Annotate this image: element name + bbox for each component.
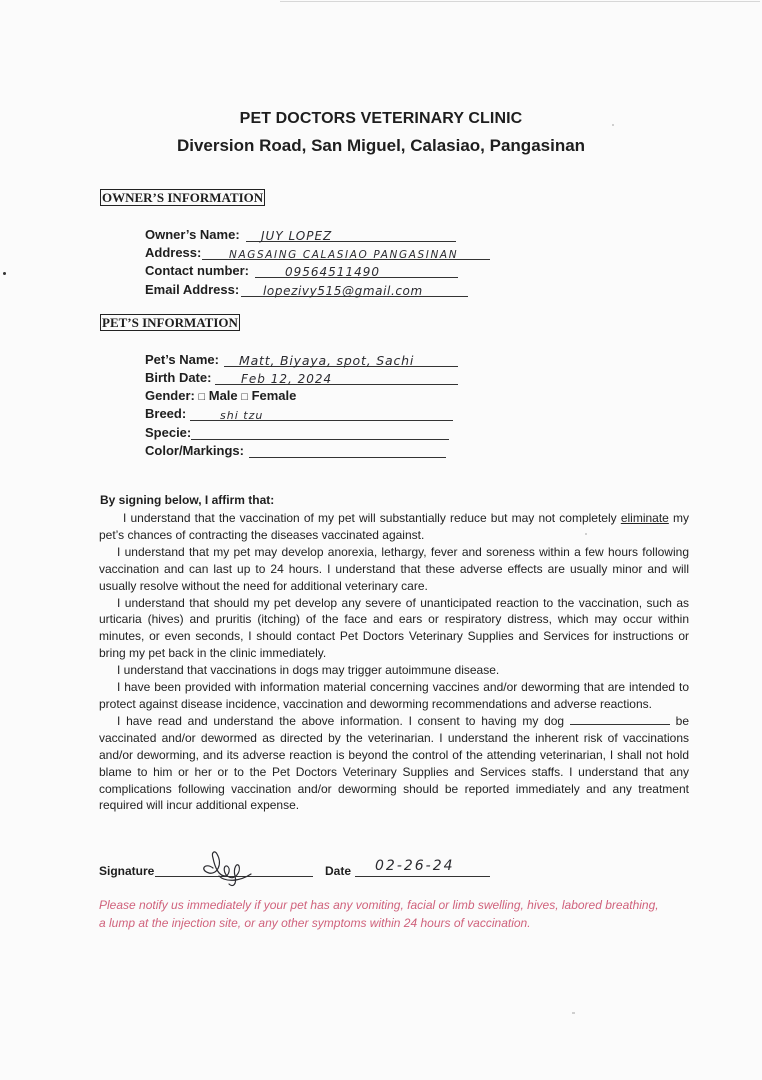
- owner-address-field[interactable]: [145, 245, 495, 263]
- consent-p6-end: be vaccinated and/or dewormed as directed by the veterinarian. I understand the inherent risk of vaccinations and/or deworming, and its adverse reaction is beyond the control of the attending veterinarian, I shall not hold blame to him or her or to the Pet Doctors Veterinary Supplies and Services staffs. I understand that any complications following vaccination and/or deworming should be reported immediately and any treatment required will incur additional expense.: [99, 713, 689, 813]
- clinic-name: PET DOCTORS VETERINARY CLINIC: [239, 110, 523, 127]
- email-address-label: Email Address:: [145, 282, 240, 297]
- consent-paragraph: I understand that vaccinations in dogs may trigger autoimmune disease.: [117, 663, 500, 678]
- male-option-label: Male: [208, 388, 238, 403]
- owner-name-field[interactable]: [145, 227, 465, 245]
- consent-statements: [99, 510, 689, 814]
- pet-name-label: Pet’s Name:: [145, 352, 219, 367]
- birth-date-label: Birth Date:: [145, 370, 212, 385]
- consent-p6-start: I have read and understand the above information. I consent to having my dog: [117, 713, 565, 728]
- breed-label: Breed:: [145, 406, 187, 421]
- scan-edge-line: [280, 1, 760, 2]
- gender-field: [145, 388, 296, 403]
- email-address-field[interactable]: [145, 282, 475, 300]
- vaccination-notice: Please notify us immediately if your pet has any vomiting, facial or limb swelling, hives, labored breathing, a lump at the injection site, or any other symptoms within 24 hours of vaccination.: [99, 898, 659, 930]
- signature-label: Signature: [99, 864, 155, 878]
- pet-name-field[interactable]: [145, 352, 465, 370]
- breed-field[interactable]: [145, 406, 465, 424]
- female-option-label: Female: [251, 388, 297, 403]
- consent-p1-underlined: eliminate: [620, 511, 669, 525]
- contact-number-value: 09564511490: [285, 265, 380, 279]
- breed-value: shi tzu: [220, 409, 264, 422]
- consent-paragraph: [99, 713, 689, 814]
- pet-info-heading: PET’S INFORMATION: [102, 315, 238, 330]
- contact-number-label: Contact number:: [145, 263, 249, 278]
- consent-paragraph: I have been provided with information material concerning vaccines and/or deworming that are intended to protect against disease incidence, vaccination and deworming recommendations and adverse reactions.: [99, 680, 689, 711]
- consent-p1-end: my pet’s chances of contracting the diseases vaccinated against.: [99, 511, 689, 542]
- male-checkbox[interactable]: □: [198, 391, 206, 403]
- date-value: 02-26-24: [375, 858, 455, 874]
- owner-name-label: Owner’s Name:: [145, 227, 240, 242]
- gender-label: Gender:: [145, 388, 195, 403]
- birth-date-value: Feb 12, 2024: [241, 372, 333, 386]
- female-checkbox[interactable]: □: [241, 391, 248, 403]
- owner-address-label: Address:: [145, 245, 202, 260]
- scan-speck: [572, 1012, 575, 1014]
- consent-paragraph: [99, 510, 689, 544]
- color-markings-line: [249, 457, 446, 458]
- consent-paragraph: I understand that my pet may develop anorexia, lethargy, fever and soreness within a few hours following vaccination and can last up to 24 hours. I understand that these adverse effects are usually minor and will usually resolve without the need for additional veterinary care.: [99, 544, 689, 593]
- specie-label: Specie:: [145, 425, 192, 440]
- consent-intro: By signing below, I affirm that:: [100, 493, 275, 507]
- date-label: Date: [325, 864, 352, 878]
- specie-field[interactable]: [145, 425, 465, 443]
- specie-line: [191, 439, 449, 440]
- clinic-address: Diversion Road, San Miguel, Calasiao, Pangasinan: [176, 136, 586, 155]
- contact-number-field[interactable]: [145, 263, 465, 281]
- scan-dot: [3, 272, 6, 275]
- owner-address-value: NAGSAING CALASIAO PANGASINAN: [229, 249, 459, 261]
- pet-name-value: Matt, Biyaya, spot, Sachi: [239, 353, 415, 368]
- owner-info-heading: OWNER’S INFORMATION: [102, 190, 264, 205]
- email-address-value: lopezivy515@gmail.com: [263, 284, 423, 298]
- birth-date-field[interactable]: [145, 370, 465, 388]
- consent-paragraph: I understand that should my pet develop any severe of unanticipated reaction to the vaccination, such as urticaria (hives) and pruritis (itching) of the face and ears or respiratory distress, which may occur within minutes, or even seconds, I should contact Pet Doctors Veterinary Supplies and Services for instructions or bring my pet back in the clinic immediately.: [99, 595, 689, 661]
- handwritten-signature: [195, 846, 255, 890]
- color-markings-label: Color/Markings:: [145, 443, 244, 458]
- date-line[interactable]: [355, 876, 490, 877]
- consent-p1-start: I understand that the vaccination of my pet will substantially reduce but may not completely: [123, 511, 617, 525]
- color-markings-field[interactable]: [145, 443, 465, 461]
- owner-name-value: JUY LOPEZ: [261, 229, 333, 243]
- dog-name-blank[interactable]: [570, 714, 670, 725]
